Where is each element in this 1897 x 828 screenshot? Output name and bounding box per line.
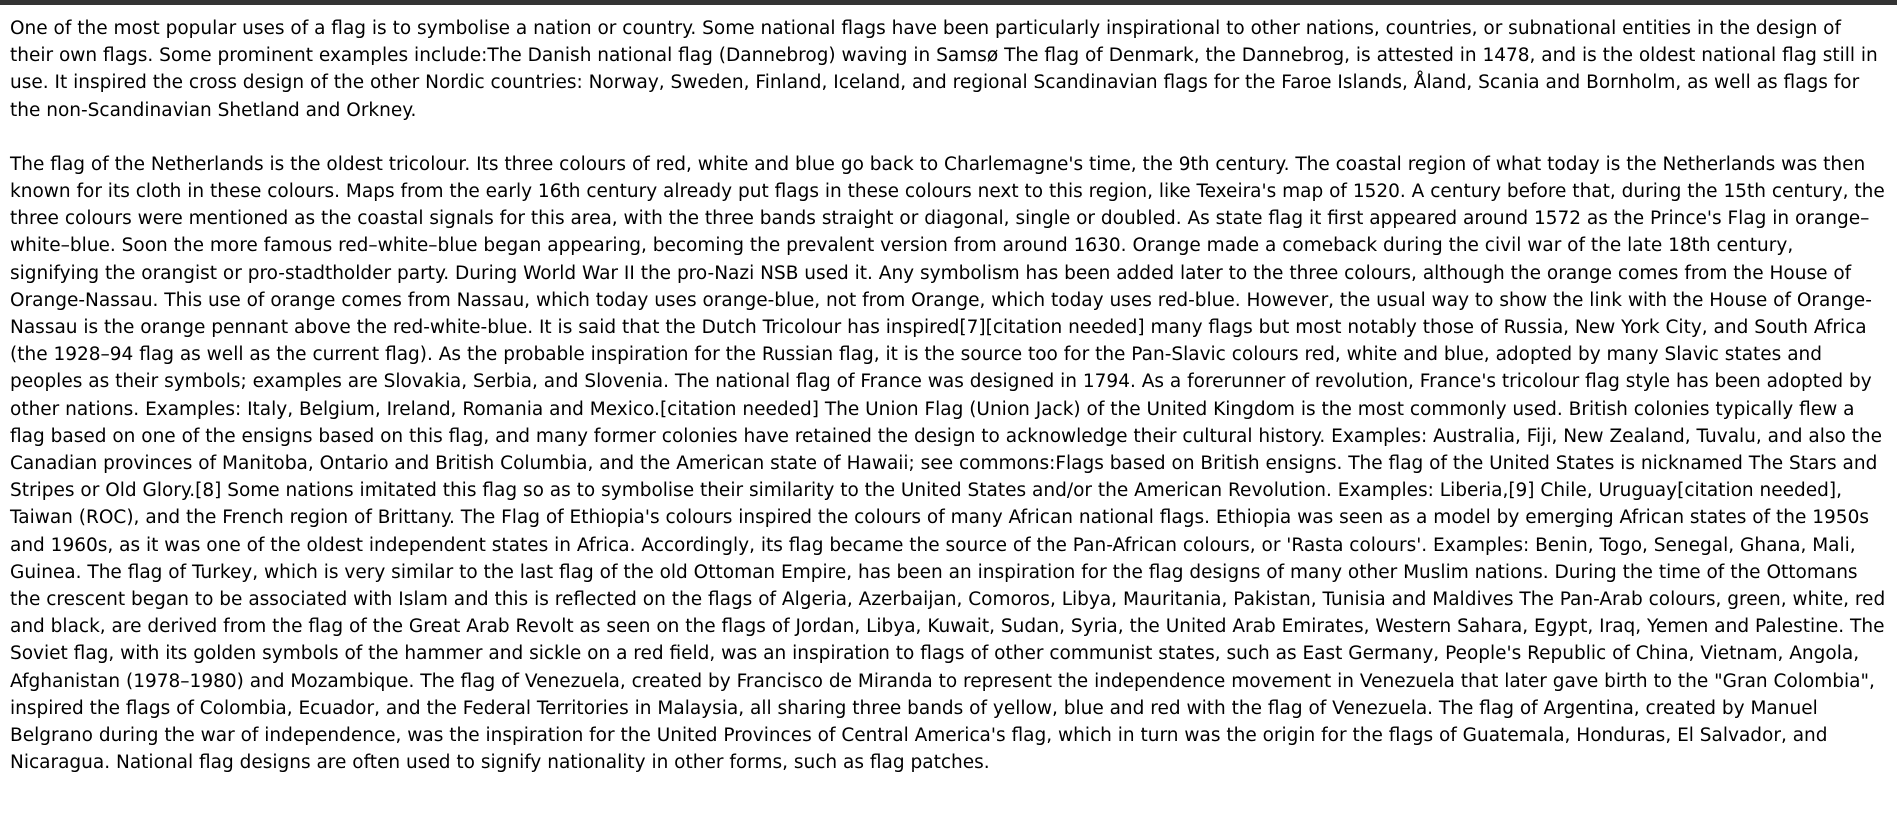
paragraph-netherlands-tricolour: The flag of the Netherlands is the oldest tricolour. Its three colours of red, white and blue go back to Charlemagne's time, the 9th century. The coastal region of what today is the Netherlands was then known for its cloth in these colours. Maps from the early 16th century already put flags in these colours next to this region, like Texeira's map of 1520. A century before that, during the 15th century, the three colours were mentioned as the coastal signals for this area, with the three bands straight or diagonal, single or doubled. As state flag it first appeared around 1572 as the Prince's Flag in orange–white–blue. Soon the more famous red–white–blue began appearing, becoming the prevalent version from around 1630. Orange made a comeback during the civil war of the late 18th century, signifying the orangist or pro-stadtholder party. During World War II the pro-Nazi NSB used it. Any symbolism has been added later to the three colours, although the orange comes from the House of Orange-Nassau. This use of orange comes from Nassau, which today uses orange-blue, not from Orange, which today uses red-blue. However, the usual way to show the link with the House of Orange-Nassau is the orange pennant above the red-white-blue. It is said that the Dutch Tricolour has inspired[7][citation needed] many flags but most notably those of Russia, New York City, and South Africa (the 1928–94 flag as well as the current flag). As the probable inspiration for the Russian flag, it is the source too for the Pan-Slavic colours red, white and blue, adopted by many Slavic states and peoples as their symbols; examples are Slovakia, Serbia, and Slovenia. The national flag of France was designed in 1794. As a forerunner of revolution, France's tricolour flag style has been adopted by other nations. Examples: Italy, Belgium, Ireland, Romania and Mexico.[citation needed] The Union Flag (Union Jack) of the United Kingdom is the most commonly used. British colonies typically flew a flag based on one of the ensigns based on this flag, and many former colonies have retained the design to acknowledge their cultural history. Examples: Australia, Fiji, New Zealand, Tuvalu, and also the Canadian provinces of Manitoba, Ontario and British Columbia, and the American state of Hawaii; see commons:Flags based on British ensigns. The flag of the United States is nicknamed The Stars and Stripes or Old Glory.[8] Some nations imitated this flag so as to symbolise their similarity to the United States and/or the American Revolution. Examples: Liberia,[9] Chile, Uruguay[citation needed], Taiwan (ROC), and the French region of Brittany. The Flag of Ethiopia's colours inspired the colours of many African national flags. Ethiopia was seen as a model by emerging African states of the 1950s and 1960s, as it was one of the oldest independent states in Africa. Accordingly, its flag became the source of the Pan-African colours, or 'Rasta colours'. Examples: Benin, Togo, Senegal, Ghana, Mali, Guinea. The flag of Turkey, which is very similar to the last flag of the old Ottoman Empire, has been an inspiration for the flag designs of many other Muslim nations. During the time of the Ottomans the crescent began to be associated with Islam and this is reflected on the flags of Algeria, Azerbaijan, Comoros, Libya, Mauritania, Pakistan, Tunisia and Maldives The Pan-Arab colours, green, white, red and black, are derived from the flag of the Great Arab Revolt as seen on the flags of Jordan, Libya, Kuwait, Sudan, Syria, the United Arab Emirates, Western Sahara, Egypt, Iraq, Yemen and Palestine. The Soviet flag, with its golden symbols of the hammer and sickle on a red field, was an inspiration to flags of other communist states, such as East Germany, People's Republic of China, Vietnam, Angola, Afghanistan (1978–1980) and Mozambique. The flag of Venezuela, created by Francisco de Miranda to represent the independence movement in Venezuela that later gave birth to the "Gran Colombia", inspired the flags of Colombia, Ecuador, and the Federal Territories in Malaysia, all sharing three bands of yellow, blue and red with the flag of Venezuela. The flag of Argentina, created by Manuel Belgrano during the war of independence, was the inspiration for the United Provinces of Central America's flag, which in turn was the origin for the flags of Guatemala, Honduras, El Salvador, and Nicaragua. National flag designs are often used to signify nationality in other forms, such as flag patches. [10,153,1886,774]
paragraph-national-flags-intro: One of the most popular uses of a flag is to symbolise a nation or country. Some national flags have been particularly inspirational to other nations, countries, or subnational entities in the design of their own flags. Some prominent examples include:The Danish national flag (Dannebrog) waving in Samsø The flag of Denmark, the Dannebrog, is attested in 1478, and is the oldest national flag still in use. It inspired the cross design of the other Nordic countries: Norway, Sweden, Finland, Iceland, and regional Scandinavian flags for the Faroe Islands, Åland, Scania and Bornholm, as well as flags for the non-Scandinavian Shetland and Orkney. [10,18,1878,121]
document-body [0,5,1897,776]
